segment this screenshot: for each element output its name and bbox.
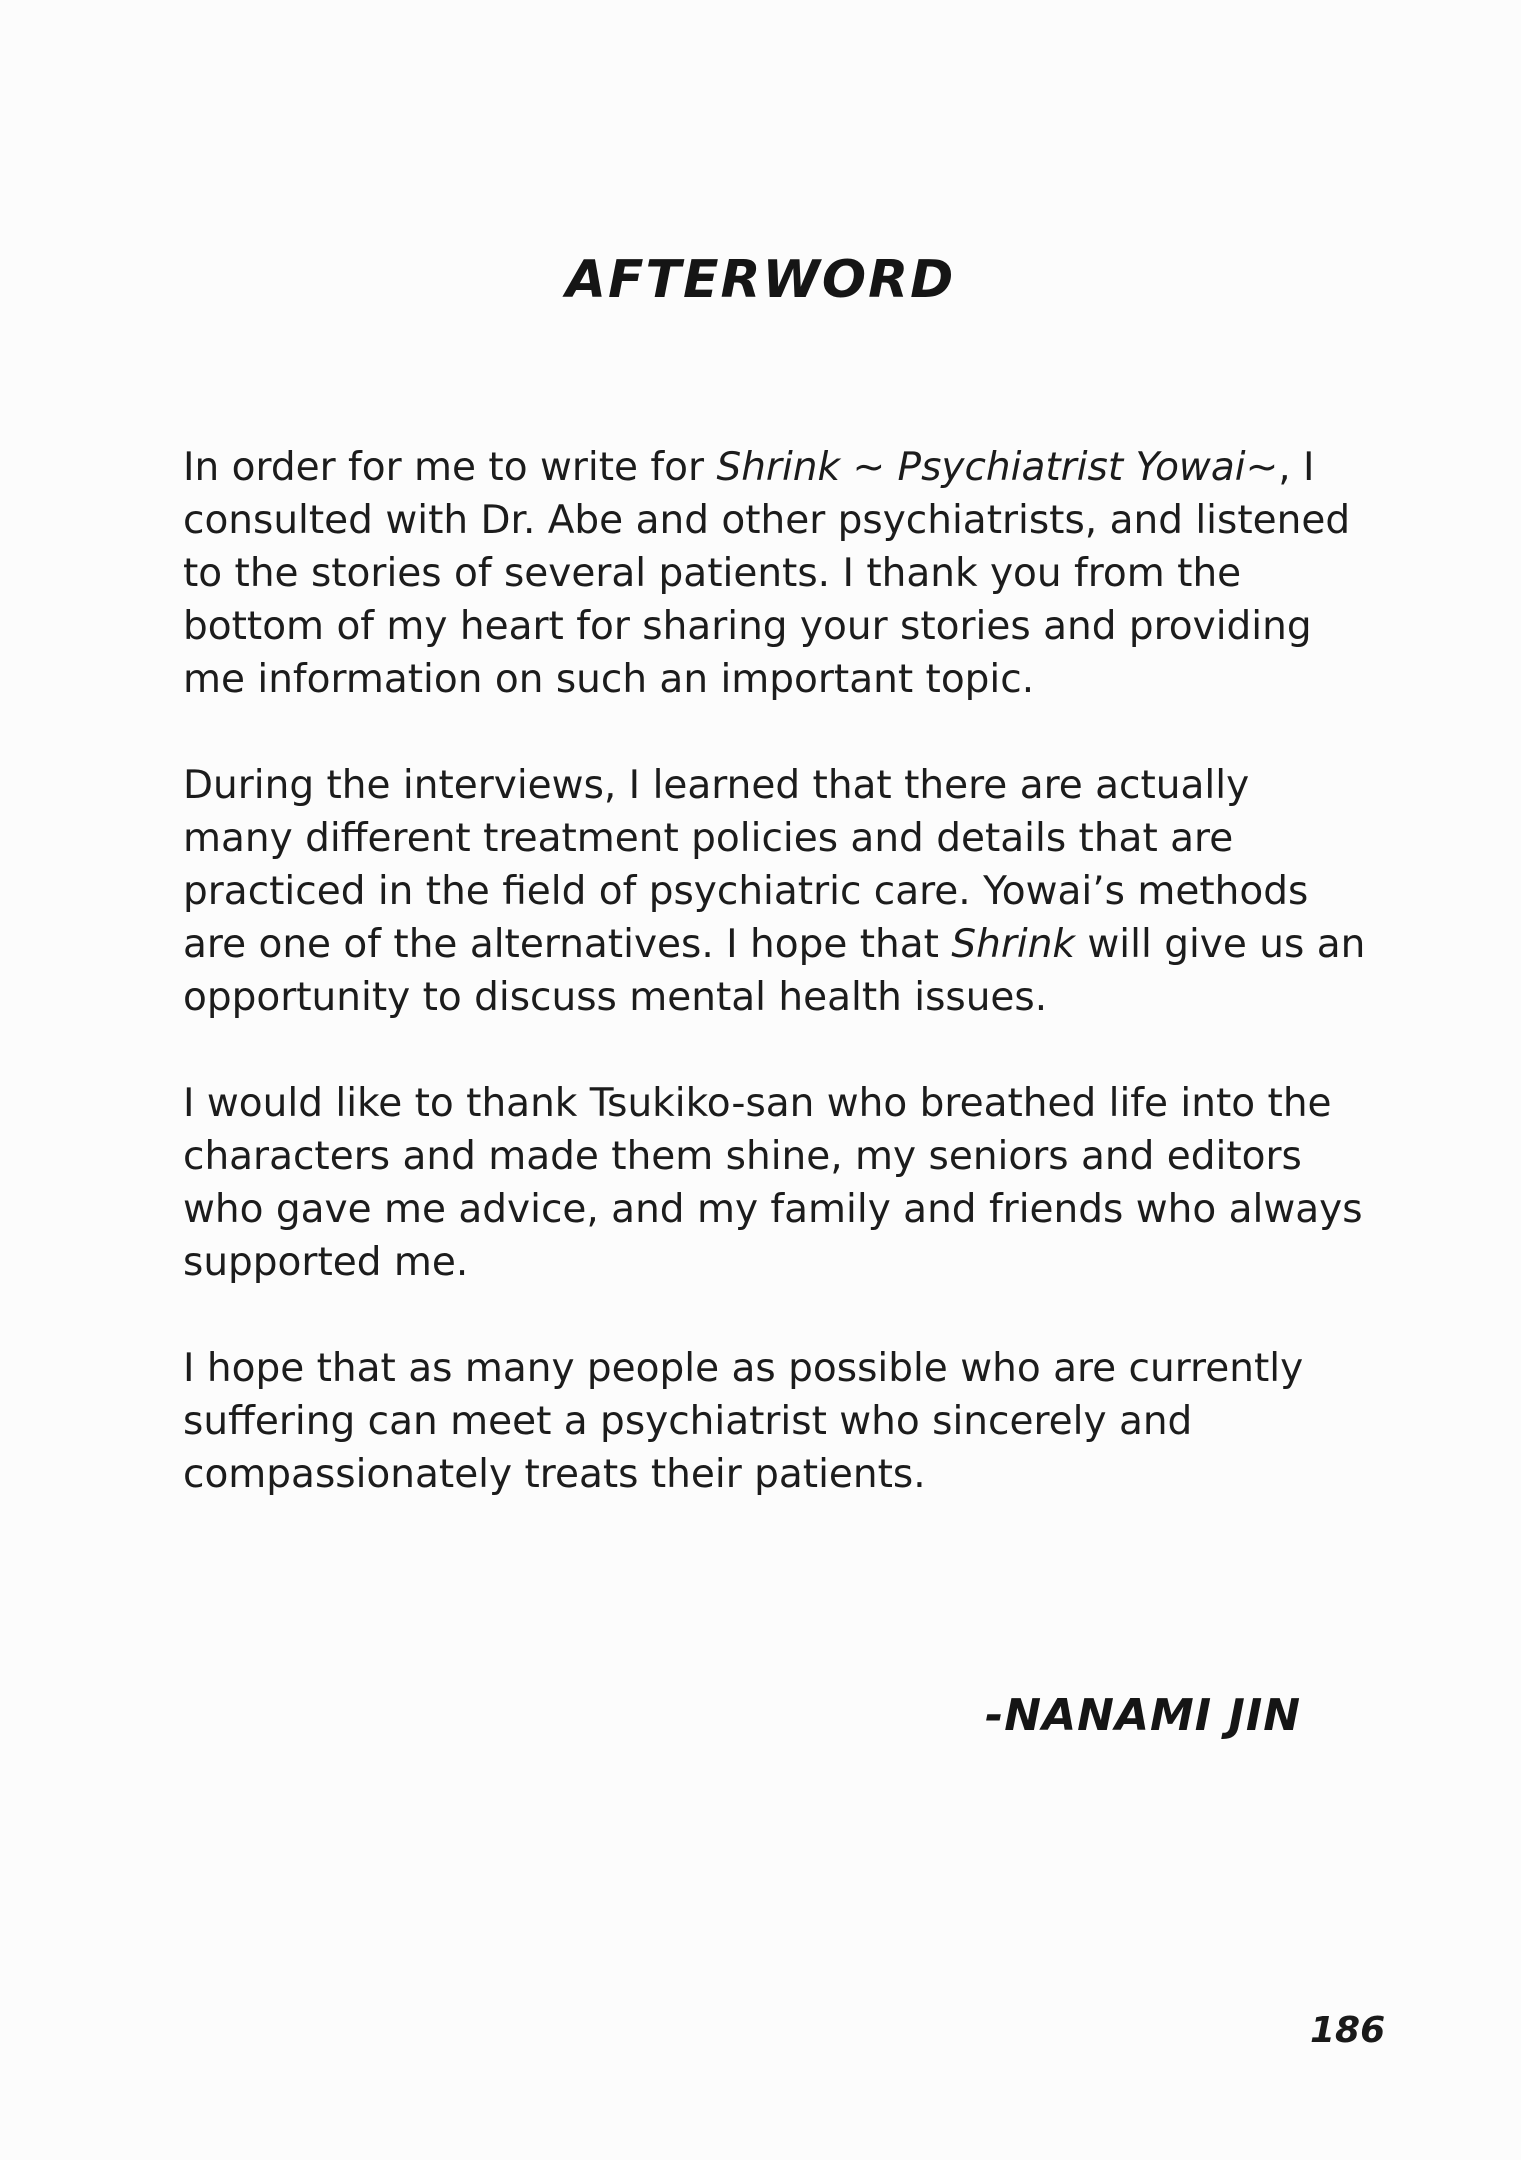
body-paragraph bbox=[183, 759, 1366, 1024]
text-segment: supported me. bbox=[183, 1240, 469, 1285]
body-paragraph bbox=[183, 441, 1363, 706]
text-line bbox=[183, 1395, 1363, 1448]
afterword-body bbox=[183, 441, 1366, 1554]
text-line bbox=[183, 494, 1363, 547]
text-segment: During the interviews, I learned that there are actually bbox=[183, 763, 1250, 808]
text-segment: to the stories of several patients. I thank you from the bbox=[183, 551, 1242, 596]
page-title: AFTERWORD bbox=[565, 250, 956, 310]
text-segment: consulted with Dr. Abe and other psychiatrists, and listened bbox=[183, 498, 1351, 543]
text-line bbox=[183, 1342, 1363, 1395]
author-signature: -NANAMI JIN bbox=[985, 1690, 1302, 1741]
text-line bbox=[183, 812, 1363, 865]
text-segment: characters and made them shine, my seniors and editors bbox=[183, 1134, 1302, 1179]
text-line bbox=[183, 759, 1363, 812]
text-segment: , I bbox=[1278, 445, 1315, 490]
text-segment: I would like to thank Tsukiko-san who breathed life into the bbox=[183, 1081, 1332, 1126]
text-line bbox=[183, 1183, 1363, 1236]
text-segment: who gave me advice, and my family and friends who always bbox=[183, 1187, 1363, 1232]
italic-title: Shrink bbox=[951, 922, 1076, 967]
text-segment: are one of the alternatives. I hope that bbox=[183, 922, 952, 967]
text-segment: me information on such an important topic. bbox=[183, 657, 1035, 702]
text-line bbox=[183, 971, 1363, 1024]
text-segment: suffering can meet a psychiatrist who sincerely and bbox=[183, 1399, 1193, 1444]
body-paragraph bbox=[183, 1342, 1363, 1501]
body-paragraph bbox=[183, 1077, 1363, 1289]
text-line bbox=[183, 547, 1363, 600]
text-line bbox=[183, 1448, 1363, 1501]
text-line bbox=[183, 600, 1363, 653]
text-line bbox=[183, 1236, 1363, 1289]
text-line bbox=[183, 865, 1363, 918]
italic-title: Shrink ~ Psychiatrist Yowai~ bbox=[716, 445, 1279, 490]
page-number: 186 bbox=[1310, 2010, 1386, 2051]
text-segment: I hope that as many people as possible who are currently bbox=[183, 1346, 1304, 1391]
text-segment: bottom of my heart for sharing your stories and providing bbox=[183, 604, 1312, 649]
text-line bbox=[183, 918, 1366, 971]
text-segment: will give us an bbox=[1075, 922, 1366, 967]
text-segment: many different treatment policies and details that are bbox=[183, 816, 1234, 861]
text-segment: compassionately treats their patients. bbox=[183, 1452, 926, 1497]
text-segment: practiced in the field of psychiatric care. Yowai’s methods bbox=[183, 869, 1309, 914]
text-line bbox=[183, 441, 1363, 494]
text-segment: In order for me to write for bbox=[183, 445, 717, 490]
text-line bbox=[183, 653, 1363, 706]
text-line bbox=[183, 1130, 1363, 1183]
text-segment: opportunity to discuss mental health issues. bbox=[183, 975, 1048, 1020]
text-line bbox=[183, 1077, 1363, 1130]
